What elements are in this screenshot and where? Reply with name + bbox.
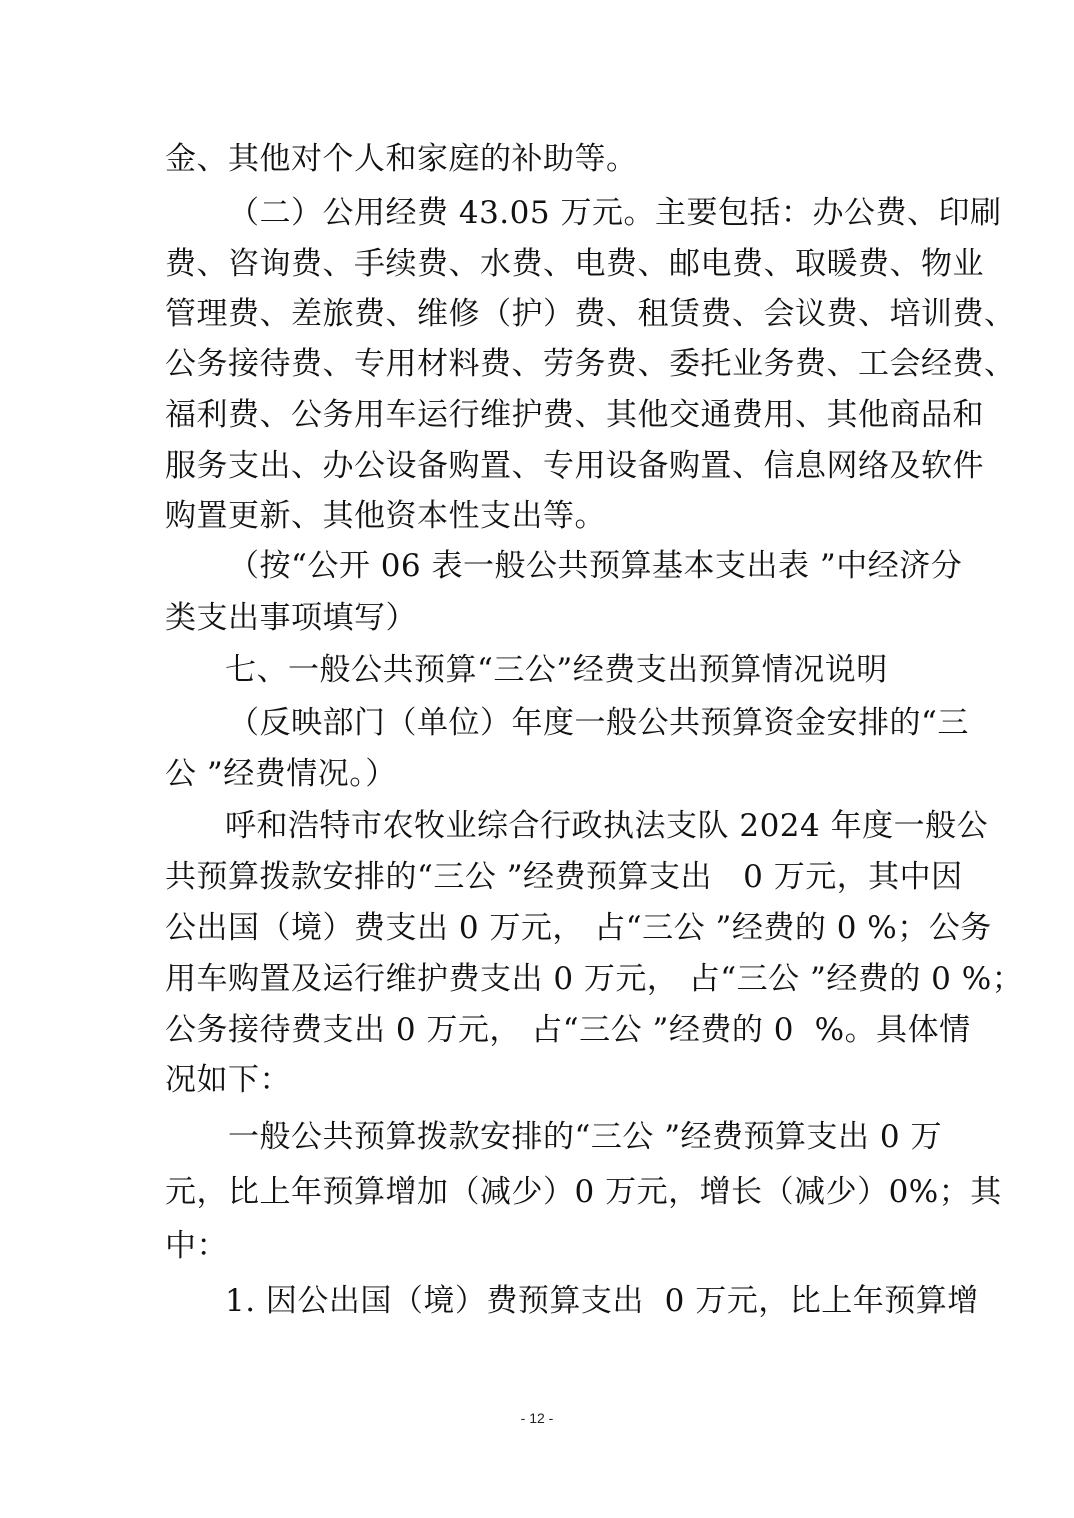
body-text-line: 服务支出、办公设备购置、专用设备购置、信息网络及软件: [165, 448, 984, 484]
body-text-line: 管理费、差旅费、维修（护）费、租赁费、会议费、培训费、: [165, 296, 1016, 332]
body-text-line: （按“公开 06 表一般公共预算基本支出表 ”中经济分: [228, 548, 963, 584]
body-text-line: 共预算拨款安排的“三公 ”经费预算支出 0 万元，其中因: [165, 859, 963, 895]
body-text-line: 福利费、公务用车运行维护费、其他交通费用、其他商品和: [165, 397, 984, 433]
body-text-line: 购置更新、其他资本性支出等。: [165, 498, 606, 534]
body-text-line: 1. 因公出国（境）费预算支出 0 万元，比上年预算增: [225, 1283, 979, 1319]
body-text-line: 一般公共预算拨款安排的“三公 ”经费预算支出 0 万: [228, 1119, 942, 1155]
body-text-line: 呼和浩特市农牧业综合行政执法支队 2024 年度一般公: [225, 808, 989, 844]
body-text-line: 用车购置及运行维护费支出 0 万元， 占“三公 ”经费的 0 %；: [165, 961, 1024, 997]
body-text-line: 元，比上年预算增加（减少）0 万元，增长（减少）0%；其: [165, 1174, 1002, 1210]
body-text-line: 费、咨询费、手续费、水费、电费、邮电费、取暖费、物业: [165, 246, 984, 282]
body-text-line: 中：: [165, 1228, 228, 1264]
section-heading: 七、一般公共预算“三公”经费支出预算情况说明: [225, 652, 888, 688]
body-text-line: 公务接待费、专用材料费、劳务费、委托业务费、工会经费、: [165, 346, 1016, 382]
body-text-line: 公出国（境）费支出 0 万元， 占“三公 ”经费的 0 %；公务: [165, 910, 992, 946]
page-number: - 12 -: [520, 1410, 554, 1426]
body-text-line: 公 ”经费情况。）: [165, 756, 397, 792]
body-text-line: （二）公用经费 43.05 万元。主要包括：办公费、印刷: [228, 195, 1002, 231]
body-text-line: 金、其他对个人和家庭的补助等。: [165, 141, 638, 177]
body-text-line: 公务接待费支出 0 万元， 占“三公 ”经费的 0 %。具体情: [165, 1012, 971, 1048]
body-text-line: 类支出事项填写）: [165, 600, 417, 636]
body-text-line: 况如下：: [165, 1062, 291, 1098]
body-text-line: （反映部门（单位）年度一般公共预算资金安排的“三: [228, 705, 969, 741]
